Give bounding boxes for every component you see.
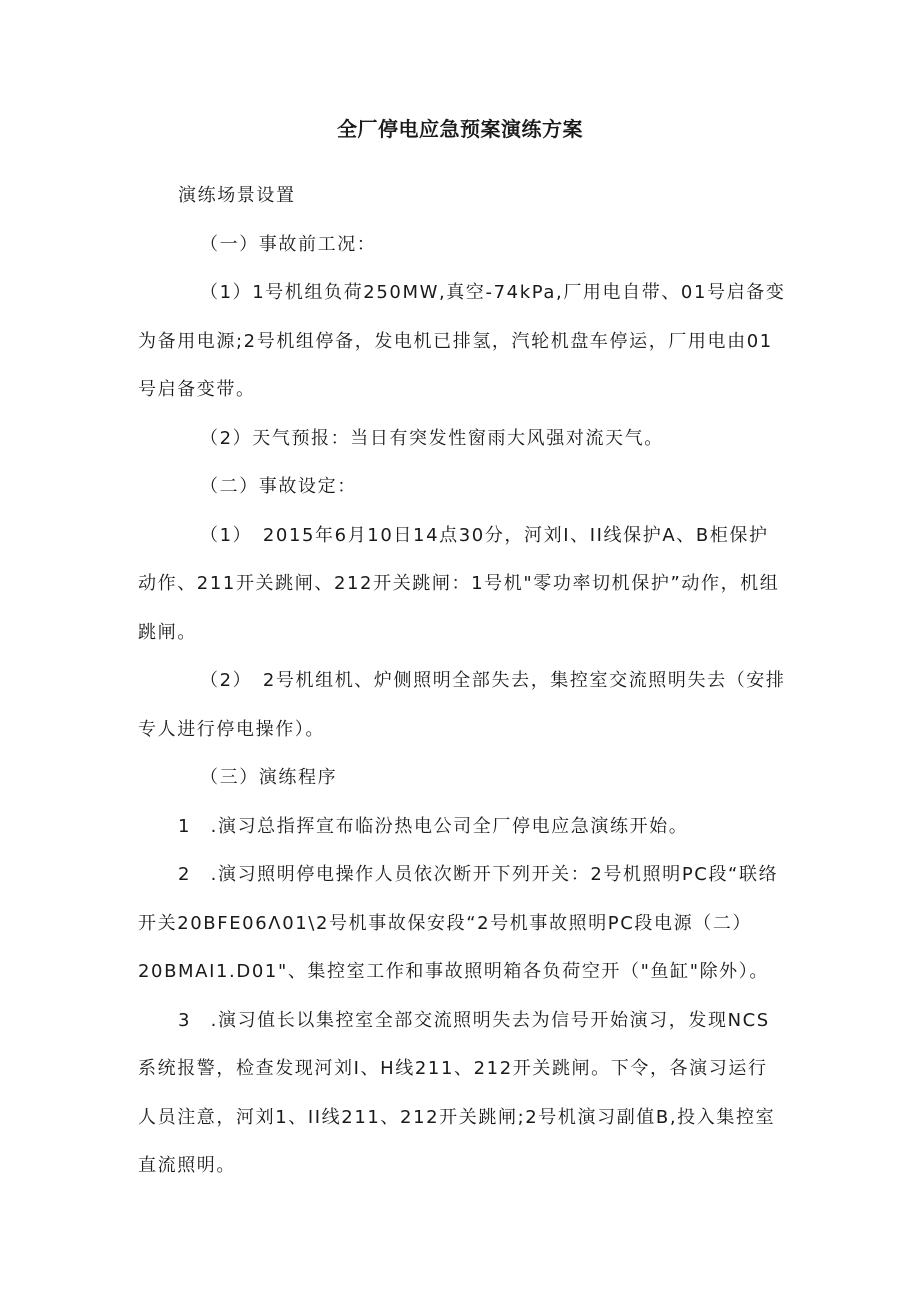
- paragraph-accident-event-1: （1） 2015年6月10日14点30分，河刘I、II线保护A、B柜保护动作、211开关跳闸、212开关跳闸：1号机"零功率切机保护”动作，机组跳闸。: [138, 524, 780, 643]
- procedure-step-1: 1 .演习总指挥宣布临汾热电公司全厂停电应急演练开始。: [178, 815, 689, 837]
- subsection-heading-procedure: （三）演练程序: [200, 767, 338, 788]
- document-body: [138, 172, 786, 1191]
- paragraph-weather: （2）天气预报：当日有突发性窗雨大风强对流天气。: [200, 427, 664, 449]
- paragraph-unit-status: （1）1号机组负荷250MW,真空-74kPa,厂用电自带、01号启备变为备用电源;2号机组停备，发电机已排氢，汽轮机盘车停运，厂用电由01号启备变带。: [138, 282, 786, 400]
- subsection-heading-pre-accident: （一）事故前工况：: [200, 233, 377, 255]
- section-heading-scenario: 演练场景设置: [178, 185, 296, 206]
- procedure-step-2: 2 .演习照明停电操作人员依次断开下列开关：2号机照明PC段“联络开关20BFE06Λ01\2号机事故保安段“2号机事故照明PC段电源（二）20BMAI1.D01"、集控室工作和事故照明箱各负荷空开（"鱼缸"除外）。: [138, 864, 779, 982]
- document-title: 全厂停电应急预案演练方案: [337, 117, 583, 141]
- paragraph-accident-event-2: （2） 2号机组机、炉侧照明全部失去，集控室交流照明失去（安排专人进行停电操作）。: [138, 670, 786, 740]
- subsection-heading-accident-setup: （二）事故设定：: [200, 476, 357, 497]
- procedure-step-3: 3 .演习值长以集控室全部交流照明失去为信号开始演习，发现NCS系统报警，检查发现河刘I、H线211、212开关跳闸。下令，各演习运行人员注意，河刘1、II线211、212开关跳闸;2号机演习副值B,投入集控室直流照明。: [138, 1009, 776, 1176]
